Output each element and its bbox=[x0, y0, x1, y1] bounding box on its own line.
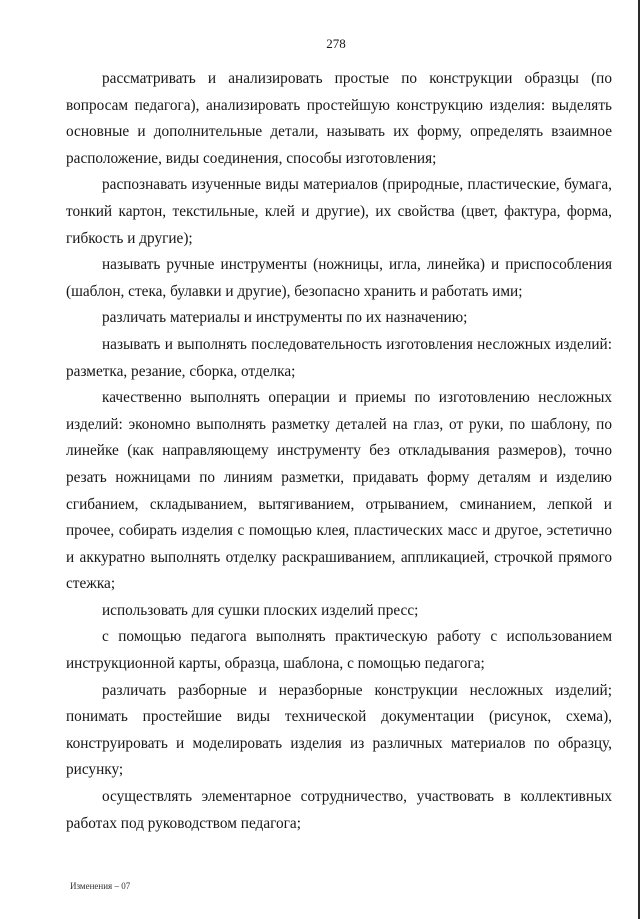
paragraph: качественно выполнять операции и приемы по изготовлению несложных изделий: экономно выполнять разметку деталей на глаз, от руки, по шаблону, по линейке (как направляющему инструменту без откладывания размеров), точно резать ножницами по линиям разметки, придавать форму деталям и изделию сгибанием, складыванием, вытягиванием, отрыванием, сминанием, лепкой и прочее, собирать изделия с помощью клея, пластических масс и другое, эстетично и аккуратно выполнять отделку раскрашиванием, аппликацией, строчкой прямого стежка; bbox=[66, 389, 612, 593]
paragraph: различать разборные и неразборные конструкции несложных изделий; понимать простейшие виды технической документации (рисунок, схема), конструировать и моделировать изделия из различных материалов по образцу, рисунку; bbox=[66, 681, 612, 779]
paragraph: рассматривать и анализировать простые по конструкции образцы (по вопросам педагога), анализировать простейшую конструкцию изделия: выделять основные и дополнительные детали, называть их форму, определять взаимное расположение, виды соединения, способы изготовления; bbox=[66, 70, 612, 167]
paragraph: различать материалы и инструменты по их назначению; bbox=[102, 309, 468, 327]
paragraph: распознавать изученные виды материалов (природные, пластические, бумага, тонкий картон, текстильные, клей и другие), их свойства (цвет, фактура, форма, гибкость и другие); bbox=[66, 176, 612, 247]
footer-note: Изменения – 07 bbox=[70, 881, 131, 891]
page-number: 278 bbox=[326, 36, 346, 51]
paragraph: с помощью педагога выполнять практическую работу с использованием инструкционной карты, образца, шаблона, с помощью педагога; bbox=[66, 628, 612, 673]
paragraph: называть и выполнять последовательность изготовления несложных изделий: разметка, резание, сборка, отделка; bbox=[66, 335, 612, 380]
paragraph: называть ручные инструменты (ножницы, игла, линейка) и приспособления (шаблон, стека, булавки и другие), безопасно хранить и работать ими; bbox=[66, 256, 612, 300]
page-body bbox=[66, 66, 612, 837]
paragraph: использовать для сушки плоских изделий пресс; bbox=[102, 601, 419, 619]
paragraph: осуществлять элементарное сотрудничество, участвовать в коллективных работах под руководством педагога; bbox=[66, 788, 612, 832]
